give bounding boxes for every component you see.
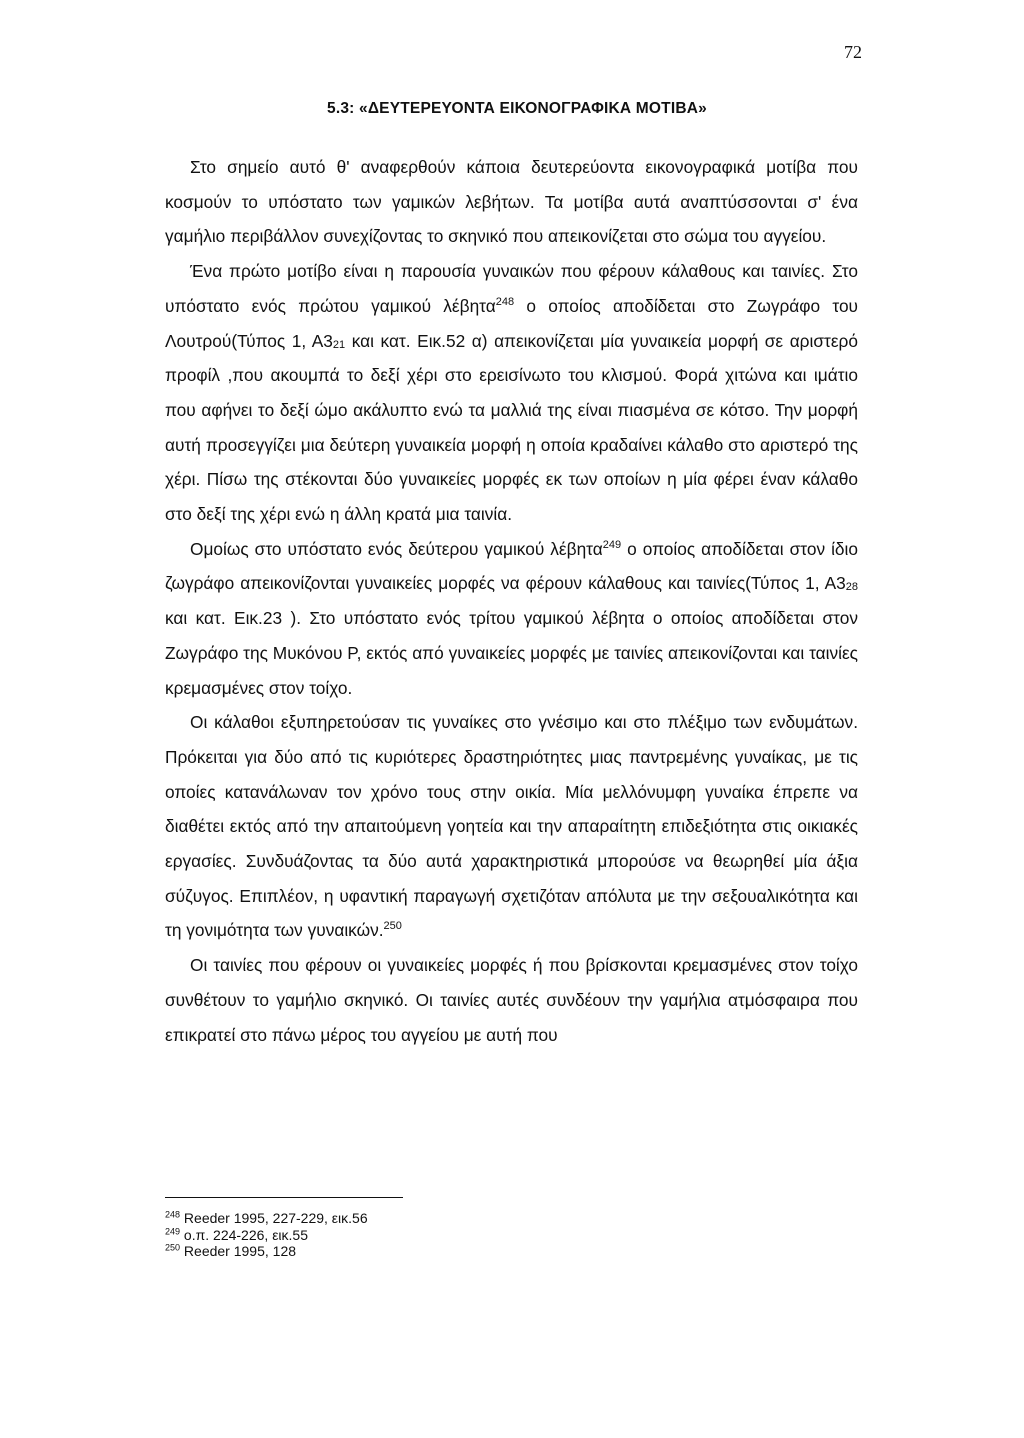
footnote-248 [165,1210,368,1227]
footnote-250 [165,1243,368,1260]
footnote-number: 250 [165,1242,181,1253]
footnote-ref-249: 249 [602,538,622,551]
paragraph-2-text-b: ο οποίος αποδίδεται στο Ζωγράφο του Λουτρού(Τύπος 1, Α3 [165,295,859,351]
footnote-divider [165,1197,403,1198]
footnote-number: 248 [165,1209,181,1220]
paragraph-2 [165,254,858,532]
paragraph-2-text-a: Ένα πρώτο μοτίβο είναι η παρουσία γυναικών που φέρουν κάλαθους και ταινίες. Στο υπόστατο ενός πρώτου γαμικού λέβητα [165,261,858,316]
paragraph-3-text-a: Ομοίως στο υπόστατο ενός δεύτερου γαμικού λέβητα [190,538,603,559]
paragraph-5 [165,948,858,1052]
footnote-text: Reeder 1995, 227-229, εικ.56 [180,1210,368,1226]
footnote-ref-250: 250 [383,920,402,933]
paragraph-4 [165,705,858,948]
paragraph-3 [165,532,858,706]
subscript-28: 28 [845,581,858,594]
paragraph-1 [165,150,858,254]
footnote-number: 249 [165,1225,181,1236]
footnote-ref-248: 248 [495,296,515,309]
paragraph-4-text: Οι κάλαθοι εξυπηρετούσαν τις γυναίκες στο γνέσιμο και στο πλέξιμο των ενδυμάτων. Πρόκειται για δύο από τις κυριότερες δραστηριότητες μιας παντρεμένης γυναίκας, με τις οποίες κατανάλωναν τον χρόνο τους στην οικία. Μία μελλόνυμφη γυναίκα έπρεπε να διαθέτει εκτός από την απαιτούμενη γοητεία και την απαραίτητη επιδεξιότητα στις οικιακές εργασίες. Συνδυάζοντας τα δύο αυτά χαρακτηριστικά μπορούσε να θεωρηθεί μία άξια σύζυγος. Επιπλέον, η υφαντική παραγωγή σχετιζόταν απόλυτα με την σεξουαλικότητα και τη γονιμότητα των γυναικών. [165,712,858,941]
paragraph-3-text-c: και κατ. Εικ.23 ). Στο υπόστατο ενός τρίτου γαμικού λέβητα ο οποίος αποδίδεται στον Ζωγράφο της Μυκόνου Ρ, εκτός από γυναικείες μορφές με ταινίες απεικονίζονται και ταινίες κρεμασμένες στον τοίχο. [165,608,858,698]
footnotes [165,1210,368,1260]
page-number: 72 [844,42,862,62]
section-heading: 5.3: «ΔΕΥΤΕΡΕΥΟΝΤΑ ΕΙΚΟΝΟΓΡΑΦΙΚΑ ΜΟΤΙΒΑ» [327,100,707,117]
subscript-21: 21 [332,338,346,351]
paragraph-5-text: Οι ταινίες που φέρουν οι γυναικείες μορφές ή που βρίσκονται κρεμασμένες στον τοίχο συνθέτουν το γαμήλιο σκηνικό. Οι ταινίες αυτές συνδέουν την γαμήλια ατμόσφαιρα που επικρατεί στο πάνω μέρος του αγγείου με αυτή που [165,955,858,1045]
footnote-249 [165,1227,368,1244]
paragraph-1-text: Στο σημείο αυτό θ' αναφερθούν κάποια δευτερεύοντα εικονογραφικά μοτίβα που κοσμούν το υπόστατο των γαμικών λεβήτων. Τα μοτίβα αυτά αναπτύσσονται σ' ένα γαμήλιο περιβάλλον συνεχίζοντας το σκηνικό που απεικονίζεται στο σώμα του αγγείου. [165,157,858,247]
paragraph-2-text-c: και κατ. Εικ.52 α) απεικονίζεται μία γυναικεία μορφή σε αριστερό προφίλ ,που ακουμπά το δεξί χέρι στο ερεισίνωτο του κλισμού. Φορά χιτώνα και ιμάτιο που αφήνει το δεξί ώμο ακάλυπτο ενώ τα μαλλιά της είναι πιασμένα σε κότσο. Την μορφή αυτή προσεγγίζει μια δεύτερη γυναικεία μορφή η οποία κραδαίνει κάλαθο στο αριστερό της χέρι. Πίσω της στέκονται δύο γυναικείες μορφές εκ των οποίων η μία φέρει έναν κάλαθο στο δεξί της χέρι ενώ η άλλη κρατά μια ταινία. [165,330,858,525]
paragraph-3-text-b: ο οποίος αποδίδεται στον ίδιο ζωγράφο απεικονίζονται γυναικείες μορφές να φέρουν κάλαθους και ταινίες(Τύπος 1, Α3 [165,538,859,594]
body-text [165,150,858,1052]
footnote-text: ο.π. 224-226, εικ.55 [180,1226,309,1243]
footnote-text: Reeder 1995, 128 [180,1243,297,1259]
